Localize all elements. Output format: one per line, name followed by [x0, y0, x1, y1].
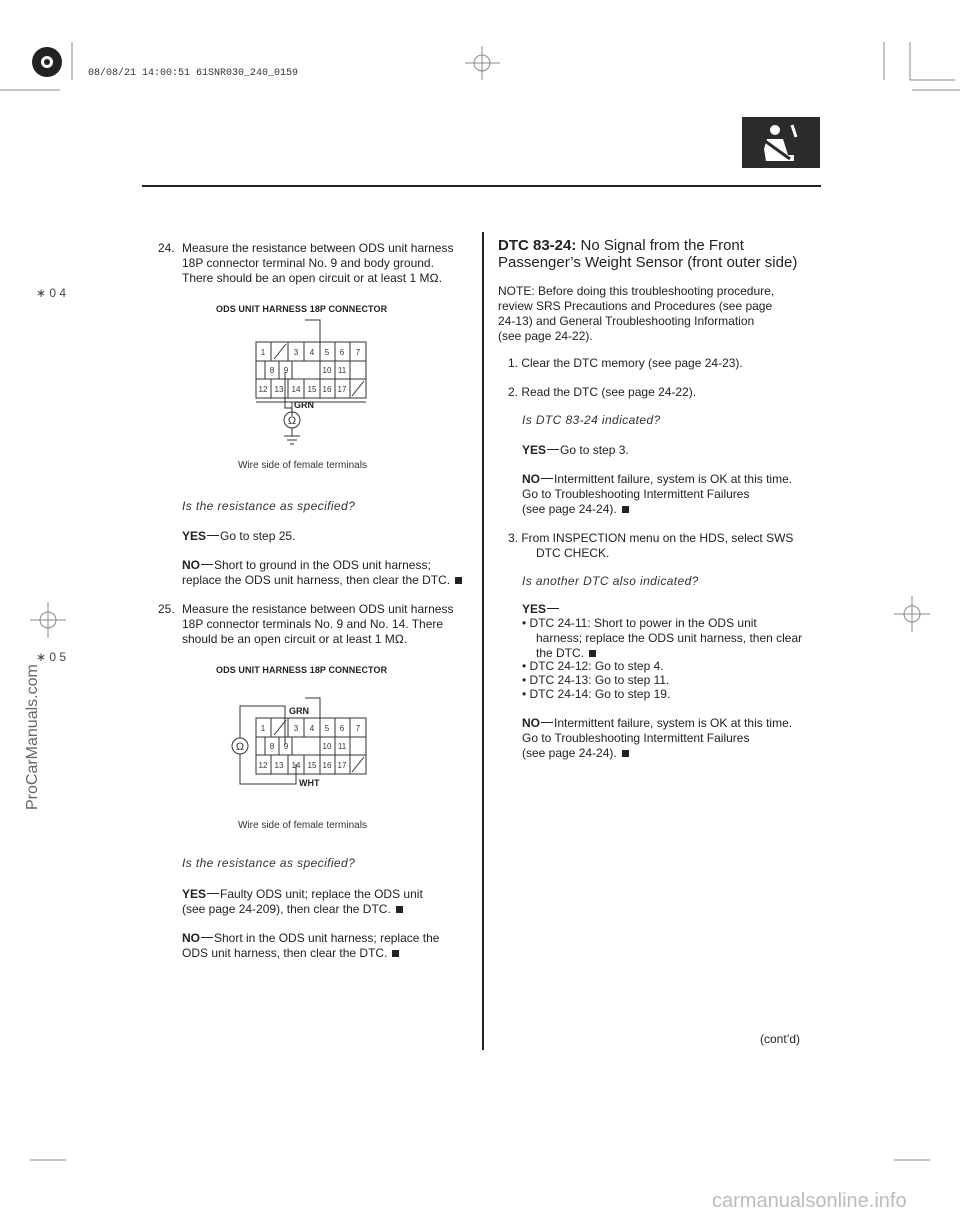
ohmmeter-symbol: Ω [287, 415, 297, 427]
step-1: 1. Clear the DTC memory (see page 24-23). [508, 356, 743, 370]
right-no-1-line: Go to Troubleshooting Intermittent Failures [522, 487, 750, 501]
side-watermark: ProCarManuals.com [24, 664, 41, 810]
dash [201, 564, 213, 565]
yes-2-answer [182, 887, 423, 902]
yes-2-line: Faulty ODS unit; replace the ODS unit [220, 887, 423, 901]
dash [547, 449, 559, 450]
pin-label: 4 [309, 348, 315, 357]
no-2-line-text: ODS unit harness, then clear the DTC. [182, 946, 388, 960]
right-no-2-line: Intermittent failure, system is OK at this time. [554, 716, 793, 730]
end-mark [622, 506, 629, 513]
footer-watermark: carmanualsonline.info [712, 1190, 907, 1212]
step-25-line: should be an open circuit or at least 1 MΩ. [182, 632, 408, 646]
end-mark [589, 650, 596, 657]
no-2-answer [182, 931, 439, 946]
bullet-item: • DTC 24-11: Short to power in the ODS unit [522, 616, 757, 630]
right-no-1-answer [522, 472, 792, 487]
step-3-line: DTC CHECK. [536, 546, 610, 560]
continued-marker: (cont’d) [760, 1032, 801, 1046]
right-no-1-line-text: (see page 24-24). [522, 502, 617, 516]
end-mark [396, 906, 403, 913]
dash [541, 478, 553, 479]
step-24-line: Measure the resistance between ODS unit harness [182, 241, 454, 255]
pin-label: 9 [283, 742, 289, 751]
yes-2-line [182, 902, 403, 917]
diagram-1-caption: Wire side of female terminals [238, 460, 367, 471]
pin-label: 9 [283, 366, 289, 375]
no-1-line: Short to ground in the ODS unit harness; [214, 558, 431, 572]
right-no-2-line: Go to Troubleshooting Intermittent Failures [522, 731, 750, 745]
right-no-1-line: Intermittent failure, system is OK at this time. [554, 472, 793, 486]
bullet-item: • DTC 24-12: Go to step 4. [522, 659, 664, 673]
pin-label: 6 [339, 724, 345, 733]
pin-label: 11 [337, 366, 347, 375]
pin-label: 16 [322, 385, 332, 394]
no-2-line: Short in the ODS unit harness; replace the [214, 931, 440, 945]
yes-label: YES [182, 887, 207, 901]
no-1-answer [182, 558, 431, 573]
yes-label: YES [522, 602, 547, 616]
pin-label: 3 [293, 724, 299, 733]
title-line-1: No Signal from the Front [580, 237, 744, 254]
right-no-2-answer [522, 716, 792, 731]
no-2-line [182, 946, 399, 961]
step-25-line: Measure the resistance between ODS unit harness [182, 602, 454, 616]
question-2: Is the resistance as specified? [182, 856, 356, 870]
pin-label: 16 [322, 761, 332, 770]
dtc-code: DTC 83-24: [498, 237, 577, 254]
end-mark [622, 750, 629, 757]
wire-color-label-bottom: WHT [299, 778, 320, 788]
right-yes-2-answer [522, 602, 560, 617]
dash [541, 722, 553, 723]
column-divider [482, 232, 484, 1050]
pin-label: 8 [269, 742, 275, 751]
right-no-2-line-text: (see page 24-24). [522, 746, 617, 760]
pin-label: 14 [291, 385, 301, 394]
diagram-2-caption: Wire side of female terminals [238, 820, 367, 831]
pin-label: 1 [260, 348, 266, 357]
no-label: NO [182, 931, 200, 945]
pin-label: 13 [274, 761, 284, 770]
margin-mark-top: ∗ 0 4 [36, 286, 67, 300]
pin-label: 3 [293, 348, 299, 357]
pin-label: 7 [355, 724, 361, 733]
page-title [498, 237, 744, 254]
pin-label: 14 [291, 761, 301, 770]
no-1-line-text: replace the ODS unit harness, then clear the DTC. [182, 573, 451, 587]
bullet-continuation: harness; replace the ODS unit harness, then clear [536, 631, 803, 645]
seatbelt-icon [742, 117, 820, 168]
note-line: review SRS Precautions and Procedures (see page [498, 299, 773, 313]
pin-label: 5 [324, 348, 330, 357]
pin-label: 5 [324, 724, 330, 733]
note-line: (see page 24-22). [498, 329, 593, 343]
yes-2-line-text: (see page 24-209), then clear the DTC. [182, 902, 391, 916]
pin-label: 4 [309, 724, 315, 733]
step-3: 3. From INSPECTION menu on the HDS, select SWS [508, 531, 794, 545]
question-1: Is the resistance as specified? [182, 499, 356, 513]
dash [201, 937, 213, 938]
print-stamp: 08/08/21 14:00:51 61SNR030_240_0159 [88, 68, 299, 79]
no-label: NO [522, 472, 540, 486]
margin-mark-bottom: ∗ 0 5 [36, 650, 67, 664]
wire-color-label: GRN [294, 400, 314, 410]
pin-label: 1 [260, 724, 266, 733]
diagram-2-title: ODS UNIT HARNESS 18P CONNECTOR [216, 665, 388, 675]
diagram-1-title: ODS UNIT HARNESS 18P CONNECTOR [216, 304, 388, 314]
bullet-continuation-text: the DTC. [536, 646, 585, 660]
yes-label: YES [182, 529, 207, 543]
yes-label: YES [522, 443, 547, 457]
pin-label: 11 [337, 742, 347, 751]
dash [547, 608, 559, 609]
step-24-line: 18P connector terminal No. 9 and body ground. [182, 256, 434, 270]
right-no-1-line [522, 502, 629, 517]
right-no-2-line [522, 746, 629, 761]
ohmmeter-symbol: Ω [235, 741, 245, 753]
no-label: NO [182, 558, 200, 572]
right-yes-1-answer [522, 443, 629, 458]
step-24-number: 24. [158, 241, 175, 255]
bullet-item: • DTC 24-14: Go to step 19. [522, 687, 671, 701]
no-1-line [182, 573, 462, 588]
title-line-2: Passenger’s Weight Sensor (front outer side) [498, 254, 798, 271]
pin-label: 15 [307, 385, 317, 394]
no-label: NO [522, 716, 540, 730]
pin-label: 15 [307, 761, 317, 770]
section-icon [742, 117, 820, 168]
pin-label: 17 [337, 761, 347, 770]
right-question-2: Is another DTC also indicated? [522, 574, 699, 588]
end-mark [392, 950, 399, 957]
connector-diagram-2 [225, 672, 395, 802]
note-line: 24-13) and General Troubleshooting Information [498, 314, 755, 328]
header-rule [142, 185, 821, 187]
wire-color-label-top: GRN [289, 706, 309, 716]
bullet-item: • DTC 24-13: Go to step 11. [522, 673, 670, 687]
right-yes-1-text: Go to step 3. [560, 443, 629, 457]
pin-label: 8 [269, 366, 275, 375]
dash [207, 893, 219, 894]
pin-label: 17 [337, 385, 347, 394]
step-2: 2. Read the DTC (see page 24-22). [508, 385, 697, 399]
pin-label: 10 [322, 366, 332, 375]
right-question-1: Is DTC 83-24 indicated? [522, 413, 661, 427]
step-25-line: 18P connector terminals No. 9 and No. 14. There [182, 617, 444, 631]
pin-label: 6 [339, 348, 345, 357]
pin-label: 12 [258, 761, 268, 770]
pin-label: 7 [355, 348, 361, 357]
end-mark [455, 577, 462, 584]
connector-diagram-1 [230, 312, 390, 462]
dash [207, 535, 219, 536]
yes-1-text: Go to step 25. [220, 529, 296, 543]
step-24-line: There should be an open circuit or at least 1 MΩ. [182, 271, 443, 285]
note-line: NOTE: Before doing this troubleshooting procedure, [498, 284, 775, 298]
yes-1-answer [182, 529, 295, 544]
step-25-number: 25. [158, 602, 175, 616]
pin-label: 12 [258, 385, 268, 394]
pin-label: 10 [322, 742, 332, 751]
pin-label: 13 [274, 385, 284, 394]
